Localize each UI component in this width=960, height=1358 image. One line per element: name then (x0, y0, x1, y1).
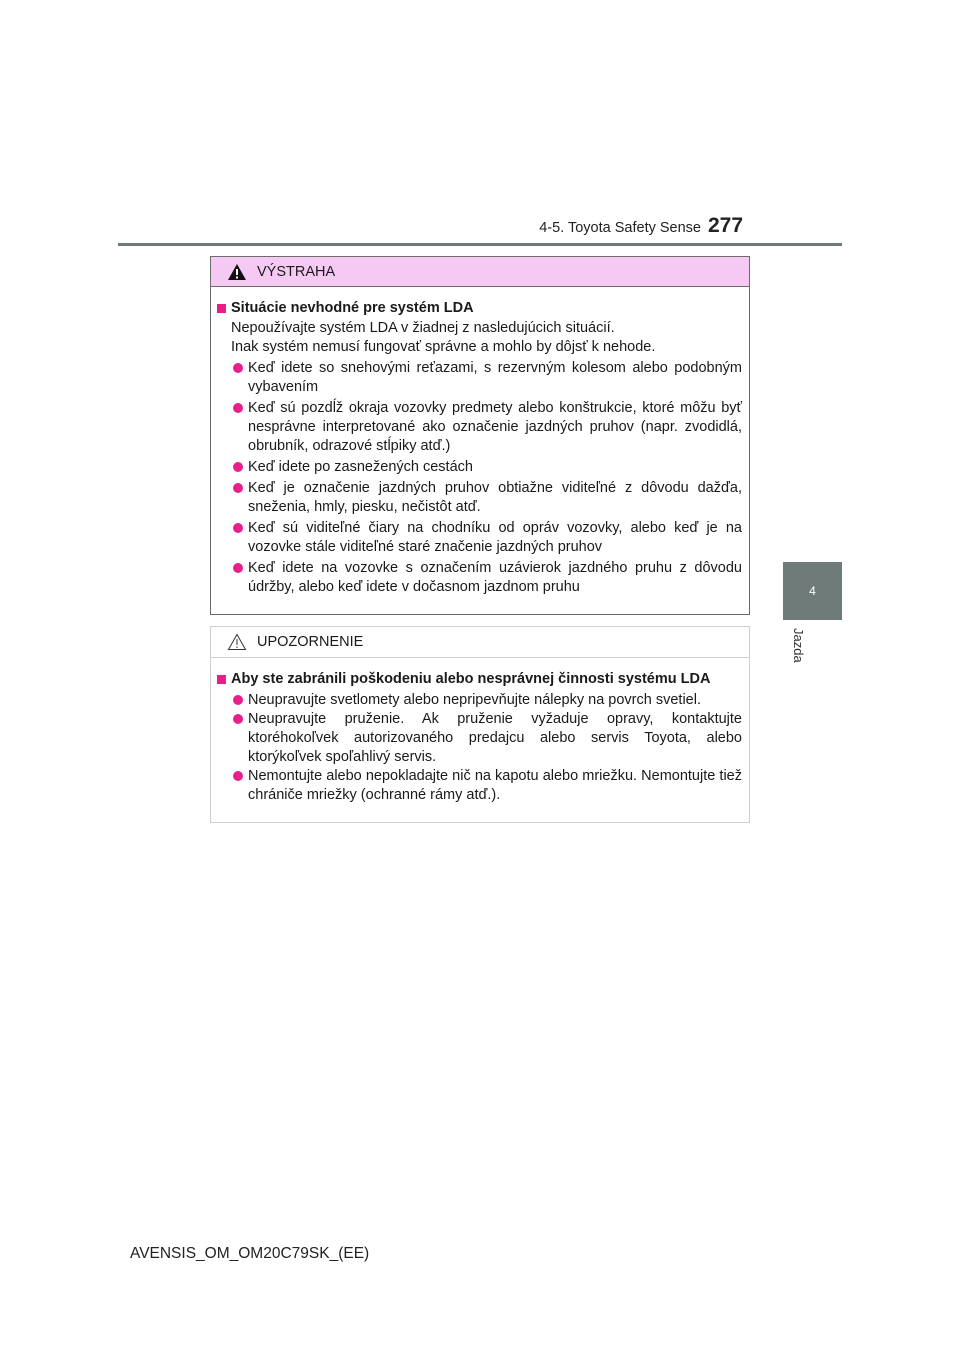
bullet-dot-icon (233, 563, 243, 573)
header-divider (118, 243, 842, 246)
list-item: Neupravujte svetlomety alebo nepripevňujte nálepky na povrch svetiel. (217, 691, 742, 710)
warning-box (210, 256, 750, 615)
caution-list (217, 691, 742, 805)
warning-title: VÝSTRAHA (257, 263, 336, 280)
warning-list (217, 359, 742, 597)
chapter-tab (783, 562, 842, 620)
caution-heading (217, 670, 742, 689)
warning-intro-line: Inak systém nemusí fungovať správne a mohlo by dôjsť k nehode. (231, 339, 656, 355)
section-title: 4-5. Toyota Safety Sense (539, 220, 701, 236)
list-item: Keď idete po zasnežených cestách (217, 458, 742, 477)
warning-header (211, 257, 749, 287)
list-item: Keď sú viditeľné čiary na chodníku od opráv vozovky, alebo keď je na vozovke stále viditeľné staré značenie jazdných pruhov (217, 519, 742, 557)
caution-heading-text: Aby ste zabránili poškodeniu alebo nesprávnej činnosti systému LDA (231, 671, 711, 687)
page-number: 277 (708, 214, 744, 237)
bullet-dot-icon (233, 695, 243, 705)
caution-triangle-icon (227, 633, 247, 651)
chapter-label: Jazda (791, 628, 806, 663)
warning-heading (217, 299, 742, 318)
bullet-dot-icon (233, 523, 243, 533)
list-item: Keď idete na vozovke s označením uzávierok jazdného pruhu z dôvodu údržby, alebo keď idete v dočasnom jazdnom pruhu (217, 559, 742, 597)
bullet-dot-icon (233, 462, 243, 472)
list-item: Nemontujte alebo nepokladajte nič na kapotu alebo mriežku. Nemontujte tiež chrániče mriežky (ochranné rámy atď.). (217, 767, 742, 805)
caution-box (210, 626, 750, 823)
warning-intro-line: Nepoužívajte systém LDA v žiadnej z nasledujúcich situácií. (231, 320, 615, 336)
caution-header (211, 627, 749, 658)
square-bullet-icon (217, 675, 226, 684)
warning-heading-text: Situácie nevhodné pre systém LDA (231, 300, 474, 316)
document-code: AVENSIS_OM_OM20C79SK_(EE) (130, 1245, 370, 1262)
warning-triangle-icon (227, 263, 247, 281)
bullet-dot-icon (233, 714, 243, 724)
bullet-dot-icon (233, 363, 243, 373)
list-item: Keď idete so snehovými reťazami, s rezervným kolesom alebo podobným vybavením (217, 359, 742, 397)
bullet-dot-icon (233, 403, 243, 413)
list-item: Keď je označenie jazdných pruhov obtiažne viditeľné z dôvodu dažďa, sneženia, hmly, piesku, nečistôt atď. (217, 479, 742, 517)
bullet-dot-icon (233, 483, 243, 493)
bullet-dot-icon (233, 771, 243, 781)
chapter-number: 4 (809, 584, 816, 598)
caution-body (211, 658, 749, 805)
list-item: Neupravujte pruženie. Ak pruženie vyžaduje opravy, kontaktujte ktoréhokoľvek autorizovaného predajcu alebo servis Toyota, alebo ktorýkoľvek spoľahlivý servis. (217, 710, 742, 767)
warning-body (211, 287, 749, 597)
square-bullet-icon (217, 304, 226, 313)
caution-title: UPOZORNENIE (257, 634, 364, 650)
list-item: Keď sú pozdĺž okraja vozovky predmety alebo konštrukcie, ktoré môžu byť nesprávne interpretované ako označenie jazdných pruhov (napr. zvodidlá, obrubník, odrazové stĺpiky atď.) (217, 399, 742, 456)
